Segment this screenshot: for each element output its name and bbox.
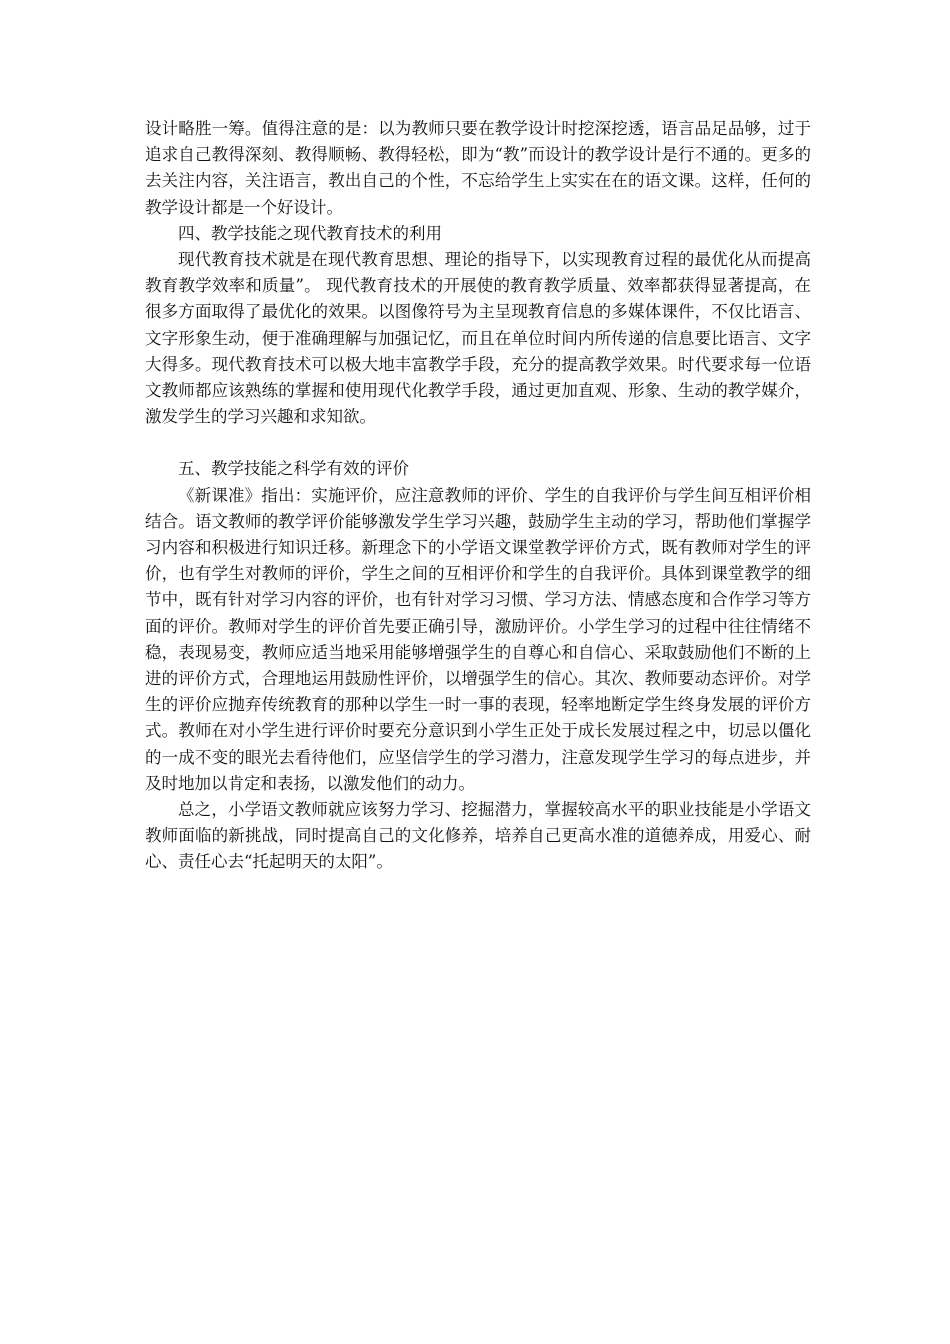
paragraph-section-4: 现代教育技术就是在现代教育思想、理论的指导下，以实现教育过程的最优化从而提高教育教学效率和质量”。 现代教育技术的开展使的教育教学质量、效率都获得显著提高，在很多方面取得了最优化的效果。以图像符号为主呈现教育信息的多媒体课件，不仅比语言、文字形象生动，便于准确理解与加强记忆，而且在单位时间内所传递的信息要比语言、文字大得多。现代教育技术可以极大地丰富教学手段，充分的提高教学效果。时代要求每一位语文教师都应该熟练的掌握和使用现代化教学手段，通过更加直观、形象、生动的教学媒介，激发学生的学习兴趣和求知欲。 xyxy=(145,250,811,427)
document-body xyxy=(145,116,811,876)
section-heading-4: 四、教学技能之现代教育技术的利用 xyxy=(178,223,442,243)
paragraph-conclusion: 总之，小学语文教师就应该努力学习、挖掘潜力，掌握较高水平的职业技能是小学语文教师面临的新挑战，同时提高自己的文化修养，培养自己更高水准的道德养成，用爱心、耐心、责任心去“托起明天的太阳”。 xyxy=(145,800,811,872)
section-heading-5: 五、教学技能之科学有效的评价 xyxy=(178,459,409,479)
paragraph-section-5: 《新课准》指出：实施评价，应注意教师的评价、学生的自我评价与学生间互相评价相结合。语文教师的教学评价能够激发学生学习兴趣，鼓励学生主动的学习，帮助他们掌握学习内容和积极进行知识迁移。新理念下的小学语文课堂教学评价方式，既有教师对学生的评价，也有学生对教师的评价，学生之间的互相评价和学生的自我评价。具体到课堂教学的细节中，既有针对学习内容的评价，也有针对学习习惯、学习方法、情感态度和合作学习等方面的评价。教师对学生的评价首先要正确引导，激励评价。小学生学习的过程中往往情绪不稳，表现易变，教师应适当地采用能够增强学生的自尊心和自信心、采取鼓励他们不断的上进的评价方式，合理地运用鼓励性评价，以增强学生的信心。其次、教师要动态评价。对学生的评价应抛弃传统教育的那种以学生一时一事的表现，轻率地断定学生终身发展的评价方式。教师在对小学生进行评价时要充分意识到小学生正处于成长发展过程之中，切忌以僵化的一成不变的眼光去看待他们，应坚信学生的学习潜力，注意发现学生学习的每点进步，并及时地加以肯定和表扬，以激发他们的动力。 xyxy=(145,485,811,793)
blank-line xyxy=(145,430,811,456)
paragraph-continued: 设计略胜一筹。值得注意的是：以为教师只要在教学设计时挖深挖透，语言品足品够，过于追求自己教得深刻、教得顺畅、教得轻松，即为“教”而设计的教学设计是行不通的。更多的去关注内容，关注语言，教出自己的个性，不忘给学生上实实在在的语文课。这样，任何的教学设计都是一个好设计。 xyxy=(145,119,811,217)
